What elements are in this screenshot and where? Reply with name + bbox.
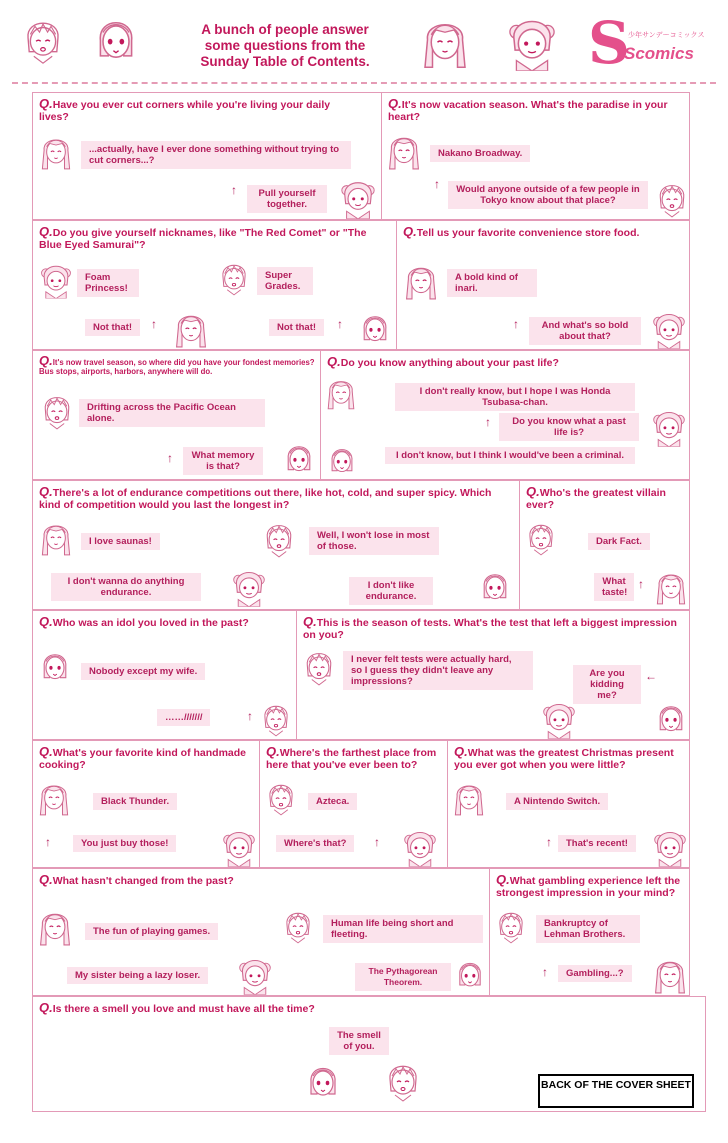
character-fluffy-hair	[652, 825, 688, 867]
q-marker: Q.	[303, 614, 317, 629]
speech-bubble: Do you know what a past life is?	[499, 413, 639, 441]
speech-bubble: You just buy those!	[73, 835, 176, 852]
q-marker: Q.	[39, 1000, 53, 1015]
character-fluffy-hair	[651, 405, 687, 447]
speech-bubble: I don't like endurance.	[349, 577, 433, 605]
speech-bubble: That's recent!	[558, 835, 636, 852]
question-text: Do you know anything about your past life?	[340, 357, 559, 369]
character-fluffy-hair	[541, 697, 577, 739]
character-short-hair	[217, 257, 251, 297]
speech-bubble: Bankruptcy of Lehman Brothers.	[536, 915, 640, 943]
character-short-hair	[281, 437, 317, 479]
character-fluffy-hair	[237, 953, 273, 995]
arrow-up-icon: ↑	[485, 415, 491, 429]
q-marker: Q.	[454, 744, 468, 759]
character-bob-hair	[477, 565, 513, 607]
cover-sheet-badge: BACK OF THE COVER SHEET	[538, 1074, 694, 1108]
q-marker: Q.	[39, 224, 53, 239]
speech-bubble: Where's that?	[276, 835, 354, 852]
character-short-hair	[37, 645, 73, 687]
panel-gambling	[489, 868, 690, 996]
speech-bubble: Foam Princess!	[77, 269, 139, 297]
character-long-hair	[37, 905, 73, 947]
arrow-up-icon: ↑	[513, 317, 519, 331]
panel-christmas-present	[447, 740, 690, 868]
panel-handmade-cooking	[32, 740, 260, 868]
character-short-hair	[383, 1055, 423, 1105]
character-short-hair	[264, 777, 298, 817]
logo-jp-text: 少年サンデーコミックス	[628, 32, 705, 39]
panel-endurance	[32, 480, 520, 610]
character-long-hair	[39, 517, 73, 557]
question-text: Have you ever cut corners while you're living your daily lives?	[39, 99, 331, 123]
character-fluffy-hair	[402, 825, 438, 867]
header-divider	[12, 82, 716, 84]
q-marker: Q.	[39, 96, 53, 111]
question-text: It's now vacation season. What's the paradise in your heart?	[388, 99, 668, 123]
speech-bubble: I don't really know, but I hope I was Honda Tsubasa-chan.	[395, 383, 635, 411]
speech-bubble: Dark Fact.	[588, 533, 650, 550]
arrow-up-icon: ↑	[151, 317, 157, 331]
speech-bubble: I don't wanna do anything endurance.	[51, 573, 201, 601]
character-bob-hair	[453, 953, 487, 995]
speech-bubble: Human life being short and fleeting.	[323, 915, 483, 943]
arrow-up-icon: ↑	[45, 835, 51, 849]
character-bob-hair	[303, 1057, 343, 1105]
character-short-hair	[281, 905, 315, 945]
speech-bubble: Nakano Broadway.	[430, 145, 530, 162]
header-intro: A bunch of people answer some questions from the Sunday Table of Contents.	[200, 22, 370, 69]
q-marker: Q.	[266, 744, 280, 759]
character-short-hair	[524, 517, 558, 557]
character-short-hair	[301, 645, 337, 687]
character-long-hair	[39, 131, 73, 171]
panel-cut-corners	[32, 92, 382, 220]
panel-vacation-paradise	[381, 92, 690, 220]
arrow-up-icon: ↑	[542, 965, 548, 979]
q-marker: Q.	[39, 744, 53, 759]
speech-bubble: The Pythagorean Theorem.	[355, 963, 451, 991]
character-short-hair	[39, 389, 75, 431]
logo-text: Scomics	[624, 44, 694, 63]
character-long-hair	[652, 953, 688, 995]
arrow-up-icon: ↑	[167, 451, 173, 465]
character-fluffy-hair	[221, 825, 257, 867]
question-text: There's a lot of endurance competitions out there, like hot, cold, and super spicy. Which kind of competition would you last the longest in?	[39, 487, 492, 511]
q-marker: Q.	[39, 614, 53, 629]
character-long-hair	[403, 259, 439, 301]
speech-bubble: Azteca.	[308, 793, 357, 810]
speech-bubble: And what's so bold about that?	[529, 317, 641, 345]
q-marker: Q.	[388, 96, 402, 111]
arrow-up-icon: ↑	[434, 177, 440, 191]
speech-bubble: A Nintendo Switch.	[506, 793, 608, 810]
panel-tests	[296, 610, 690, 740]
speech-bubble: Well, I won't lose in most of those.	[309, 527, 439, 555]
character-bob-hair	[653, 697, 689, 739]
q-marker: Q.	[39, 353, 53, 368]
character-short-hair	[261, 517, 297, 559]
character-short-hair	[654, 177, 690, 219]
character-long-hair	[386, 129, 422, 171]
arrow-up-icon: ↑	[638, 577, 644, 591]
header-character-3	[420, 10, 470, 72]
question-text: Do you give yourself nicknames, like "The Red Comet" or "The Blue Eyed Samurai"?	[39, 227, 367, 251]
logo-s-icon: S	[588, 9, 630, 77]
question-text: It's now travel season, so where did you have your fondest memories? Bus stops, airports, harbors, anywhere will do.	[39, 358, 315, 376]
speech-bubble: Pull yourself together.	[247, 185, 327, 213]
panel-nicknames	[32, 220, 397, 350]
speech-bubble: ……///////	[157, 709, 210, 726]
question-text: Who was an idol you loved in the past?	[52, 617, 249, 629]
question-text: Who's the greatest villain ever?	[526, 487, 666, 511]
question-text: What was the greatest Christmas present you ever got when you were little?	[454, 747, 674, 771]
question-text: Where's the farthest place from here that you've ever been to?	[266, 747, 437, 771]
question-text: This is the season of tests. What's the test that left a biggest impression on you?	[303, 617, 677, 641]
character-fluffy-hair	[39, 259, 73, 299]
arrow-up-icon: ↑	[374, 835, 380, 849]
speech-bubble: The fun of playing games.	[85, 923, 218, 940]
scomics-logo	[588, 9, 710, 80]
character-bob-hair	[325, 441, 359, 479]
character-short-hair	[494, 905, 528, 945]
question-text: What gambling experience left the strongest impression in your mind?	[496, 875, 681, 899]
question-text: What's your favorite kind of handmade cooking?	[39, 747, 247, 771]
speech-bubble: Nobody except my wife.	[81, 663, 205, 680]
speech-bubble: Are you kidding me?	[573, 665, 641, 704]
character-long-hair	[452, 777, 486, 817]
arrow-up-icon: ↑	[247, 709, 253, 723]
panel-past-life	[320, 350, 690, 480]
speech-bubble: Black Thunder.	[93, 793, 177, 810]
character-fluffy-hair	[651, 307, 687, 349]
speech-bubble: What memory is that?	[183, 447, 263, 475]
speech-bubble: My sister being a lazy loser.	[67, 967, 208, 984]
character-long-hair	[325, 373, 357, 411]
speech-bubble: Not that!	[269, 319, 324, 336]
header-character-4	[506, 10, 558, 72]
character-bob-hair	[259, 697, 293, 739]
speech-bubble: A bold kind of inari.	[447, 269, 537, 297]
q-marker: Q.	[496, 872, 510, 887]
panel-convenience-food	[396, 220, 690, 350]
q-marker: Q.	[39, 484, 53, 499]
arrow-up-icon: ↑	[546, 835, 552, 849]
panel-farthest-place	[259, 740, 448, 868]
character-fluffy-hair	[231, 565, 267, 607]
speech-bubble: Would anyone outside of a few people in Tokyo know about that place?	[448, 181, 648, 209]
panel-travel-memories	[32, 350, 321, 480]
speech-bubble: Not that!	[85, 319, 140, 336]
q-marker: Q.	[327, 354, 341, 369]
question-text: Is there a smell you love and must have all the time?	[52, 1003, 315, 1015]
panel-villain	[519, 480, 690, 610]
q-marker: Q.	[39, 872, 53, 887]
arrow-left-icon: ←	[645, 669, 657, 683]
speech-bubble: I don't know, but I think I would've been a criminal.	[385, 447, 635, 464]
speech-bubble: The smell of you.	[329, 1027, 389, 1055]
arrow-up-icon: ↑	[231, 183, 237, 197]
question-text: What hasn't changed from the past?	[52, 875, 234, 887]
header-character-1	[20, 10, 66, 68]
speech-bubble: I love saunas!	[81, 533, 160, 550]
q-marker: Q.	[526, 484, 540, 499]
speech-bubble: Gambling...?	[558, 965, 632, 982]
character-long-hair	[173, 307, 209, 349]
speech-bubble: What taste!	[594, 573, 634, 601]
panel-idol	[32, 610, 297, 740]
header-character-2	[90, 8, 142, 70]
speech-bubble: I never felt tests were actually hard, so I guess they didn't leave any impressions?	[343, 651, 533, 690]
question-text: Tell us your favorite convenience store food.	[416, 227, 640, 239]
character-long-hair	[37, 777, 71, 817]
speech-bubble: Drifting across the Pacific Ocean alone.	[79, 399, 265, 427]
panel-unchanged	[32, 868, 490, 996]
arrow-up-icon: ↑	[337, 317, 343, 331]
character-bob-hair	[357, 307, 393, 349]
character-long-hair	[654, 565, 688, 607]
speech-bubble: Super Grades.	[257, 267, 313, 295]
speech-bubble: ...actually, have I ever done something without trying to cut corners...?	[81, 141, 351, 169]
q-marker: Q.	[403, 224, 417, 239]
character-fluffy-hair	[339, 175, 377, 219]
